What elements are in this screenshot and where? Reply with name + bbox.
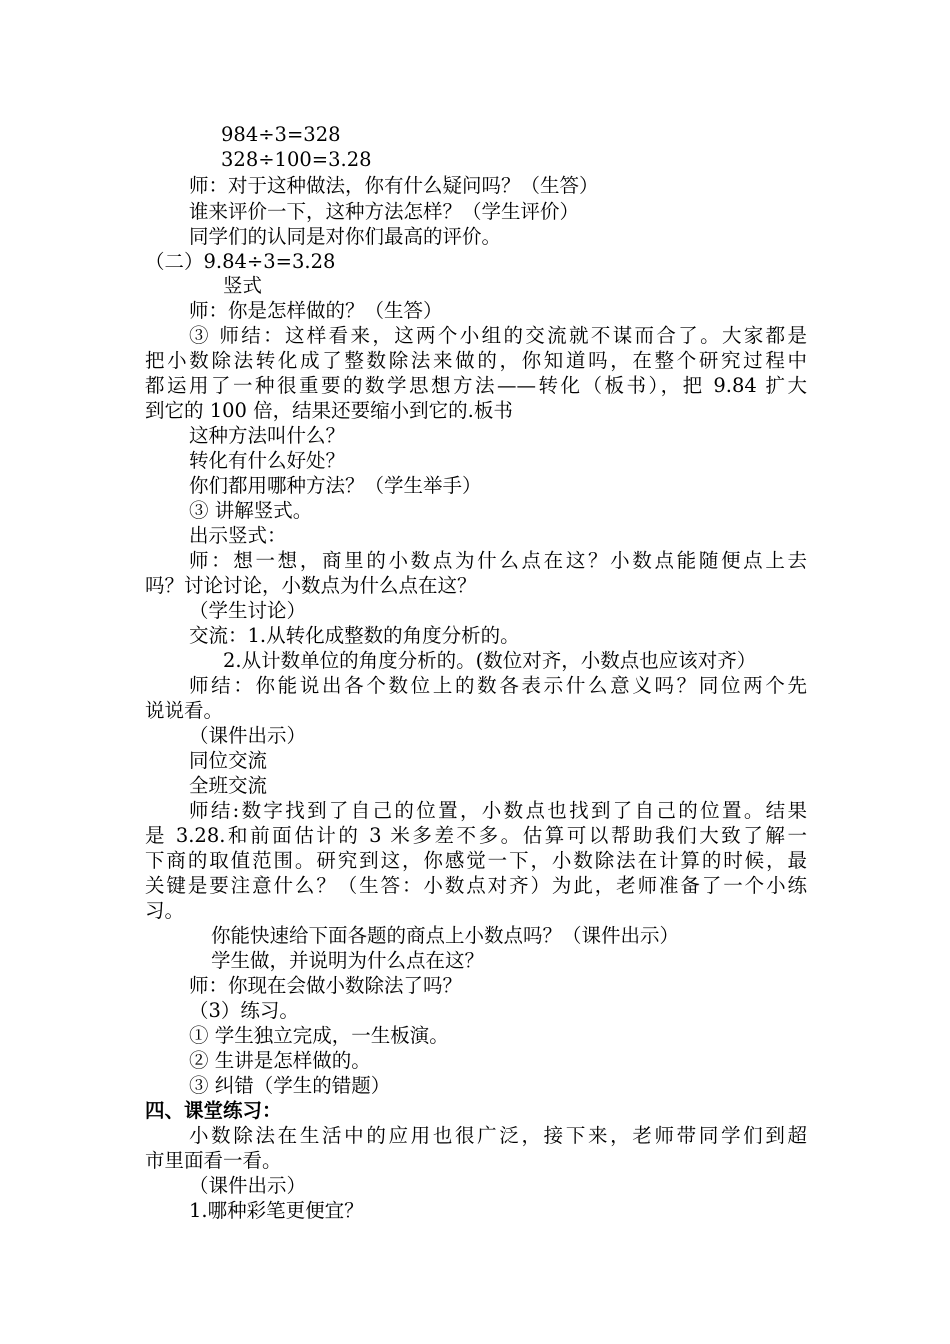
text-line: （3）练习。 <box>189 999 299 1022</box>
text-line: 转化有什么好处？ <box>189 449 346 472</box>
text-line: 这种方法叫什么？ <box>189 424 346 447</box>
paragraph-line: 师结:数字找到了自己的位置，小数点也找到了自己的位置。结果 <box>189 799 807 822</box>
paragraph-line: 关键是要注意什么？（生答：小数点对齐）为此，老师准备了一个小练 <box>145 874 807 897</box>
text-line: 谁来评价一下，这种方法怎样？（学生评价） <box>189 200 580 223</box>
paragraph-line: ③ 师结：这样看来，这两个小组的交流就不谋而合了。大家都是 <box>189 324 807 347</box>
text-line: （课件出示） <box>189 724 307 747</box>
paragraph-line: 把小数除法转化成了整数除法来做的，你知道吗，在整个研究过程中 <box>145 349 807 372</box>
text-line: 学生做，并说明为什么点在这？ <box>211 949 485 972</box>
text-line: ① 学生独立完成，一生板演。 <box>189 1024 449 1047</box>
paragraph-line: 下商的取值范围。研究到这，你感觉一下，小数除法在计算的时候，最 <box>145 849 807 872</box>
text-line: ② 生讲是怎样做的。 <box>189 1049 371 1072</box>
text-line: 交流：1.从转化成整数的角度分析的。 <box>189 624 520 647</box>
paragraph-line: 到它的 100 倍，结果还要缩小到它的.板书 <box>145 399 513 422</box>
text-line: 你们都用哪种方法？（学生举手） <box>189 474 482 497</box>
section-heading: 四、课堂练习： <box>145 1099 282 1122</box>
text-line: 2.从计数单位的角度分析的。(数位对齐，小数点也应该对齐） <box>223 649 757 672</box>
text-line: 同位交流 <box>189 749 268 772</box>
text-line: ③ 纠错（学生的错题） <box>189 1074 391 1097</box>
paragraph-line: 都运用了一种很重要的数学思想方法——转化（板书），把 9.84 扩大 <box>145 374 807 397</box>
section-heading: （二）9.84÷3=3.28 <box>145 250 336 273</box>
text-line: （课件出示） <box>189 1174 307 1197</box>
text-line: 师：你是怎样做的？（生答） <box>189 299 443 322</box>
text-line: 1.哪种彩笔更便宜？ <box>189 1199 364 1222</box>
paragraph-line: 师：想一想，商里的小数点为什么点在这？小数点能随便点上去 <box>189 549 807 572</box>
paragraph-line: 说说看。 <box>145 699 224 722</box>
text-line: 出示竖式： <box>189 524 287 547</box>
paragraph-line: 小数除法在生活中的应用也很广泛，接下来，老师带同学们到超 <box>189 1124 807 1147</box>
paragraph-line: 是 3.28.和前面估计的 3 米多差不多。估算可以帮助我们大致了解一 <box>145 824 807 847</box>
text-line: （学生讨论） <box>189 599 307 622</box>
paragraph-line: 市里面看一看。 <box>145 1149 282 1172</box>
equation-line: 328÷100=3.28 <box>221 148 372 171</box>
text-line: 师：对于这种做法，你有什么疑问吗？（生答） <box>189 174 599 197</box>
paragraph-line: 习。 <box>145 899 185 922</box>
text-line: 师：你现在会做小数除法了吗？ <box>189 974 463 997</box>
text-line: 全班交流 <box>189 774 268 797</box>
paragraph-line: 师结：你能说出各个数位上的数各表示什么意义吗？同位两个先 <box>189 674 807 697</box>
text-line: 你能快速给下面各题的商点上小数点吗？（课件出示） <box>211 924 680 947</box>
equation-line: 984÷3=328 <box>221 123 341 146</box>
paragraph-line: 吗？讨论讨论，小数点为什么点在这？ <box>145 574 477 597</box>
text-line: 同学们的认同是对你们最高的评价。 <box>189 225 502 248</box>
text-line: ③ 讲解竖式。 <box>189 499 313 522</box>
text-line: 竖式 <box>223 274 263 297</box>
